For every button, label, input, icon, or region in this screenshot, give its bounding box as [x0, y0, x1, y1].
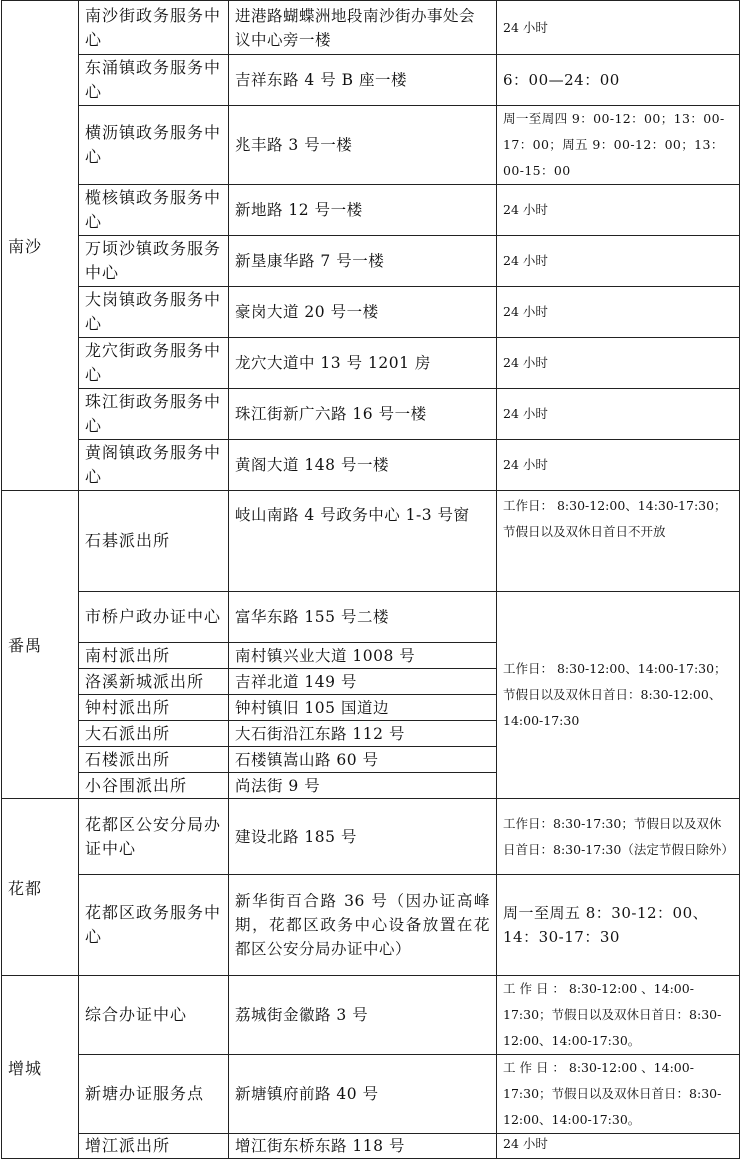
office-name: 大石派出所	[79, 721, 229, 747]
office-address: 龙穴大道中 13 号 1201 房	[229, 338, 497, 389]
office-name: 石碁派出所	[79, 491, 229, 592]
table-row	[2, 338, 740, 389]
office-hours-shared: 工作日： 8:30-12:00、14:00-17:30； 节假日以及双休日首日：8:30-12:00、14:00-17:30	[497, 592, 740, 799]
office-address: 富华东路 155 号二楼	[229, 592, 497, 643]
table-row	[2, 875, 740, 976]
office-address: 新地路 12 号一楼	[229, 185, 497, 236]
office-address: 吉祥北道 149 号	[229, 669, 497, 695]
office-name: 市桥户政办证中心	[79, 592, 229, 643]
office-address: 珠江街新广六路 16 号一楼	[229, 389, 497, 440]
service-locations-table	[1, 0, 740, 1159]
office-address: 荔城街金徽路 3 号	[229, 976, 497, 1055]
table-row	[2, 236, 740, 287]
table-row	[2, 1055, 740, 1134]
district-cell-nansha: 南沙	[2, 1, 79, 491]
office-name: 新塘办证服务点	[79, 1055, 229, 1134]
district-cell-huadu: 花都	[2, 799, 79, 976]
table-row	[2, 185, 740, 236]
office-hours: 工作日： 8:30-12:00、14:30-17:30； 节假日以及双休日首日不开放	[497, 491, 740, 592]
office-address: 新华街百合路 36 号（因办证高峰期，花都区政务中心设备放置在花都区公安分局办证中心）	[229, 875, 497, 976]
office-address: 进港路蝴蝶洲地段南沙街办事处会议中心旁一楼	[229, 1, 497, 55]
office-name: 花都区政务服务中心	[79, 875, 229, 976]
office-name: 横沥镇政务服务中心	[79, 106, 229, 185]
office-name: 综合办证中心	[79, 976, 229, 1055]
table-row	[2, 1134, 740, 1159]
table-row	[2, 1, 740, 55]
office-address: 大石街沿江东路 112 号	[229, 721, 497, 747]
office-name: 南村派出所	[79, 643, 229, 669]
table-row	[2, 799, 740, 875]
office-address: 岐山南路 4 号政务中心 1-3 号窗	[229, 491, 497, 592]
office-name: 小谷围派出所	[79, 773, 229, 799]
table-row	[2, 491, 740, 592]
office-hours: 6：00—24：00	[497, 55, 740, 106]
district-cell-panyu: 番禺	[2, 491, 79, 799]
office-address: 增江街东桥东路 118 号	[229, 1134, 497, 1159]
office-hours: 24 小时	[497, 1134, 740, 1159]
office-address: 黄阁大道 148 号一楼	[229, 440, 497, 491]
table-row	[2, 976, 740, 1055]
office-name: 增江派出所	[79, 1134, 229, 1159]
office-hours: 工 作 日 ： 8:30-12:00 、14:00-17:30；节假日以及双休日首日：8:30-12:00、14:00-17:30。	[497, 976, 740, 1055]
office-address: 尚法街 9 号	[229, 773, 497, 799]
office-name: 花都区公安分局办证中心	[79, 799, 229, 875]
office-hours: 周一至周四 9：00-12：00；13：00-17：00；周五 9：00-12：00；13：00-15：00	[497, 106, 740, 185]
office-address: 豪岗大道 20 号一楼	[229, 287, 497, 338]
office-name: 龙穴街政务服务中心	[79, 338, 229, 389]
office-address: 南村镇兴业大道 1008 号	[229, 643, 497, 669]
office-hours: 24 小时	[497, 338, 740, 389]
office-hours: 24 小时	[497, 440, 740, 491]
office-name: 钟村派出所	[79, 695, 229, 721]
table-row	[2, 440, 740, 491]
office-name: 石楼派出所	[79, 747, 229, 773]
table-row	[2, 106, 740, 185]
office-name: 洛溪新城派出所	[79, 669, 229, 695]
office-hours: 工作日：8:30-17:30；节假日以及双休日首日：8:30-17:30（法定节假日除外）	[497, 799, 740, 875]
office-name: 黄阁镇政务服务中心	[79, 440, 229, 491]
office-address: 建设北路 185 号	[229, 799, 497, 875]
office-hours: 24 小时	[497, 389, 740, 440]
office-hours: 24 小时	[497, 185, 740, 236]
office-name: 榄核镇政务服务中心	[79, 185, 229, 236]
district-cell-zengcheng: 增城	[2, 976, 79, 1159]
office-hours: 24 小时	[497, 1, 740, 55]
table-row	[2, 287, 740, 338]
office-hours: 24 小时	[497, 287, 740, 338]
table-row	[2, 592, 740, 643]
office-hours: 工 作 日 ： 8:30-12:00 、14:00-17:30；节假日以及双休日首日：8:30-12:00、14:00-17:30。	[497, 1055, 740, 1134]
office-address: 钟村镇旧 105 国道边	[229, 695, 497, 721]
office-name: 东涌镇政务服务中心	[79, 55, 229, 106]
office-address: 石楼镇嵩山路 60 号	[229, 747, 497, 773]
table-row	[2, 389, 740, 440]
office-address: 兆丰路 3 号一楼	[229, 106, 497, 185]
table-row	[2, 55, 740, 106]
office-hours: 周一至周五 8：30-12：00、14：30-17：30	[497, 875, 740, 976]
office-name: 万顷沙镇政务服务中心	[79, 236, 229, 287]
office-address: 新垦康华路 7 号一楼	[229, 236, 497, 287]
office-address: 新塘镇府前路 40 号	[229, 1055, 497, 1134]
office-name: 珠江街政务服务中心	[79, 389, 229, 440]
office-name: 大岗镇政务服务中心	[79, 287, 229, 338]
office-name: 南沙街政务服务中心	[79, 1, 229, 55]
office-hours: 24 小时	[497, 236, 740, 287]
office-address: 吉祥东路 4 号 B 座一楼	[229, 55, 497, 106]
